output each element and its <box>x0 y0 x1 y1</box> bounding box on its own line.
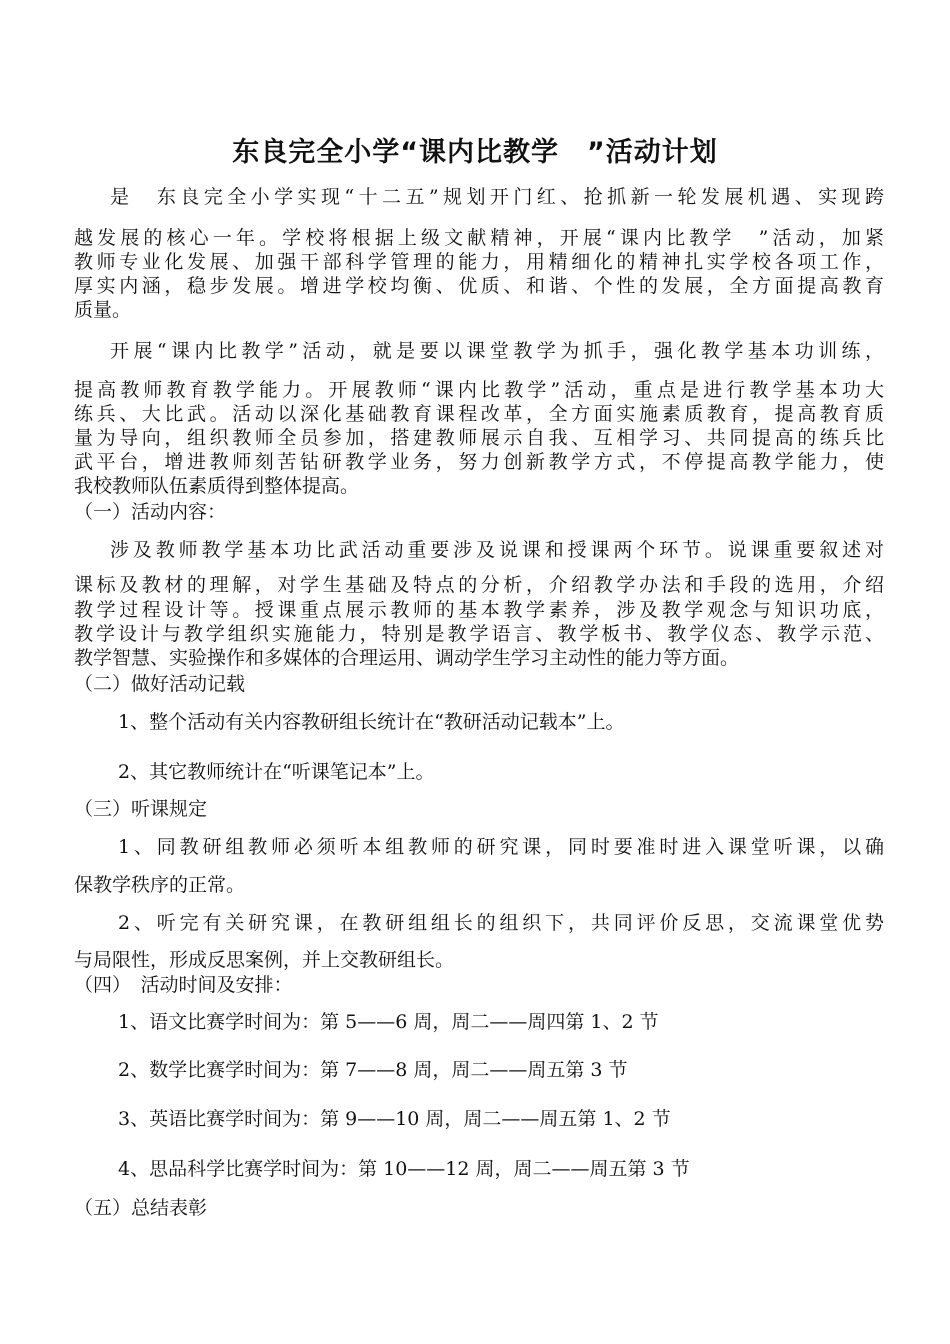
section-heading: （五）总结表彰 <box>74 1197 208 1219</box>
section-heading: （三）听课规定 <box>74 798 208 820</box>
record-item: 1、整个活动有关内容教研组长统计在“教研活动记载本”上。 <box>118 711 625 733</box>
paragraph-line: 质量。 <box>74 299 132 321</box>
rule-line: 与局限性，形成反思案例，并上交教研组长。 <box>74 949 455 971</box>
paragraph-line: 教学过程设计等。授课重点展示教师的基本教学素养，涉及教学观念与知识功底， <box>74 599 884 621</box>
rule-line: 1、同教研组教师必须听本组教师的研究课，同时要准时进入课堂听课，以确 <box>118 836 884 858</box>
paragraph-line: 是 东良完全小学实现“十二五”规划开门红、抢抓新一轮发展机遇、实现跨 <box>110 186 884 208</box>
paragraph-line: 开展“课内比教学”活动，就是要以课堂教学为抓手，强化教学基本功训练， <box>110 340 884 362</box>
paragraph-line: 越发展的核心一年。学校将根据上级文献精神，开展“课内比教学 ”活动，加紧 <box>74 227 884 249</box>
paragraph-line: 武平台，增进教师刻苦钻研教学业务，努力创新教学方式，不停提高教学能力，使 <box>74 451 884 473</box>
paragraph-line: 提高教师教育教学能力。开展教师“课内比教学”活动，重点是进行教学基本功大 <box>74 379 884 401</box>
record-item: 2、其它教师统计在“听课笔记本”上。 <box>118 761 435 783</box>
document-title: 东良完全小学“课内比教学 ”活动计划 <box>232 137 718 168</box>
schedule-item: 3、英语比赛学时间为：第 9——10 周，周二——周五第 1、2 节 <box>118 1108 671 1130</box>
section-heading: （一）活动内容： <box>74 501 227 523</box>
paragraph-line: 我校教师队伍素质得到整体提高。 <box>74 475 360 497</box>
rule-line: 保教学秩序的正常。 <box>74 874 246 896</box>
rule-line: 2、听完有关研究课，在教研组组长的组织下，共同评价反思，交流课堂优势 <box>118 912 884 934</box>
paragraph-line: 教学智慧、实验操作和多媒体的合理运用、调动学生学习主动性的能力等方面。 <box>74 647 740 669</box>
schedule-item: 1、语文比赛学时间为：第 5——6 周，周二——周四第 1、2 节 <box>118 1011 659 1033</box>
schedule-item: 2、数学比赛学时间为：第 7——8 周，周二——周五第 3 节 <box>118 1059 628 1081</box>
paragraph-line: 教师专业化发展、加强干部科学管理的能力，用精细化的精神扎实学校各项工作， <box>74 251 884 273</box>
section-heading: （四） 活动时间及安排： <box>74 974 293 996</box>
paragraph-line: 厚实内涵，稳步发展。增进学校均衡、优质、和谐、个性的发展，全方面提高教育 <box>74 275 884 297</box>
paragraph-line: 教学设计与教学组织实施能力，特别是教学语言、教学板书、教学仪态、教学示范、 <box>74 623 884 645</box>
paragraph-line: 课标及教材的理解，对学生基础及特点的分析，介绍教学办法和手段的选用，介绍 <box>74 574 884 596</box>
paragraph-line: 量为导向，组织教师全员参加，搭建教师展示自我、互相学习、共同提高的练兵比 <box>74 427 884 449</box>
paragraph-line: 涉及教师教学基本功比武活动重要涉及说课和授课两个环节。说课重要叙述对 <box>110 539 884 561</box>
paragraph-line: 练兵、大比武。活动以深化基础教育课程改革，全方面实施素质教育，提高教育质 <box>74 403 884 425</box>
section-heading: （二）做好活动记载 <box>74 673 246 695</box>
schedule-item: 4、思品科学比赛学时间为：第 10——12 周，周二——周五第 3 节 <box>118 1158 690 1180</box>
